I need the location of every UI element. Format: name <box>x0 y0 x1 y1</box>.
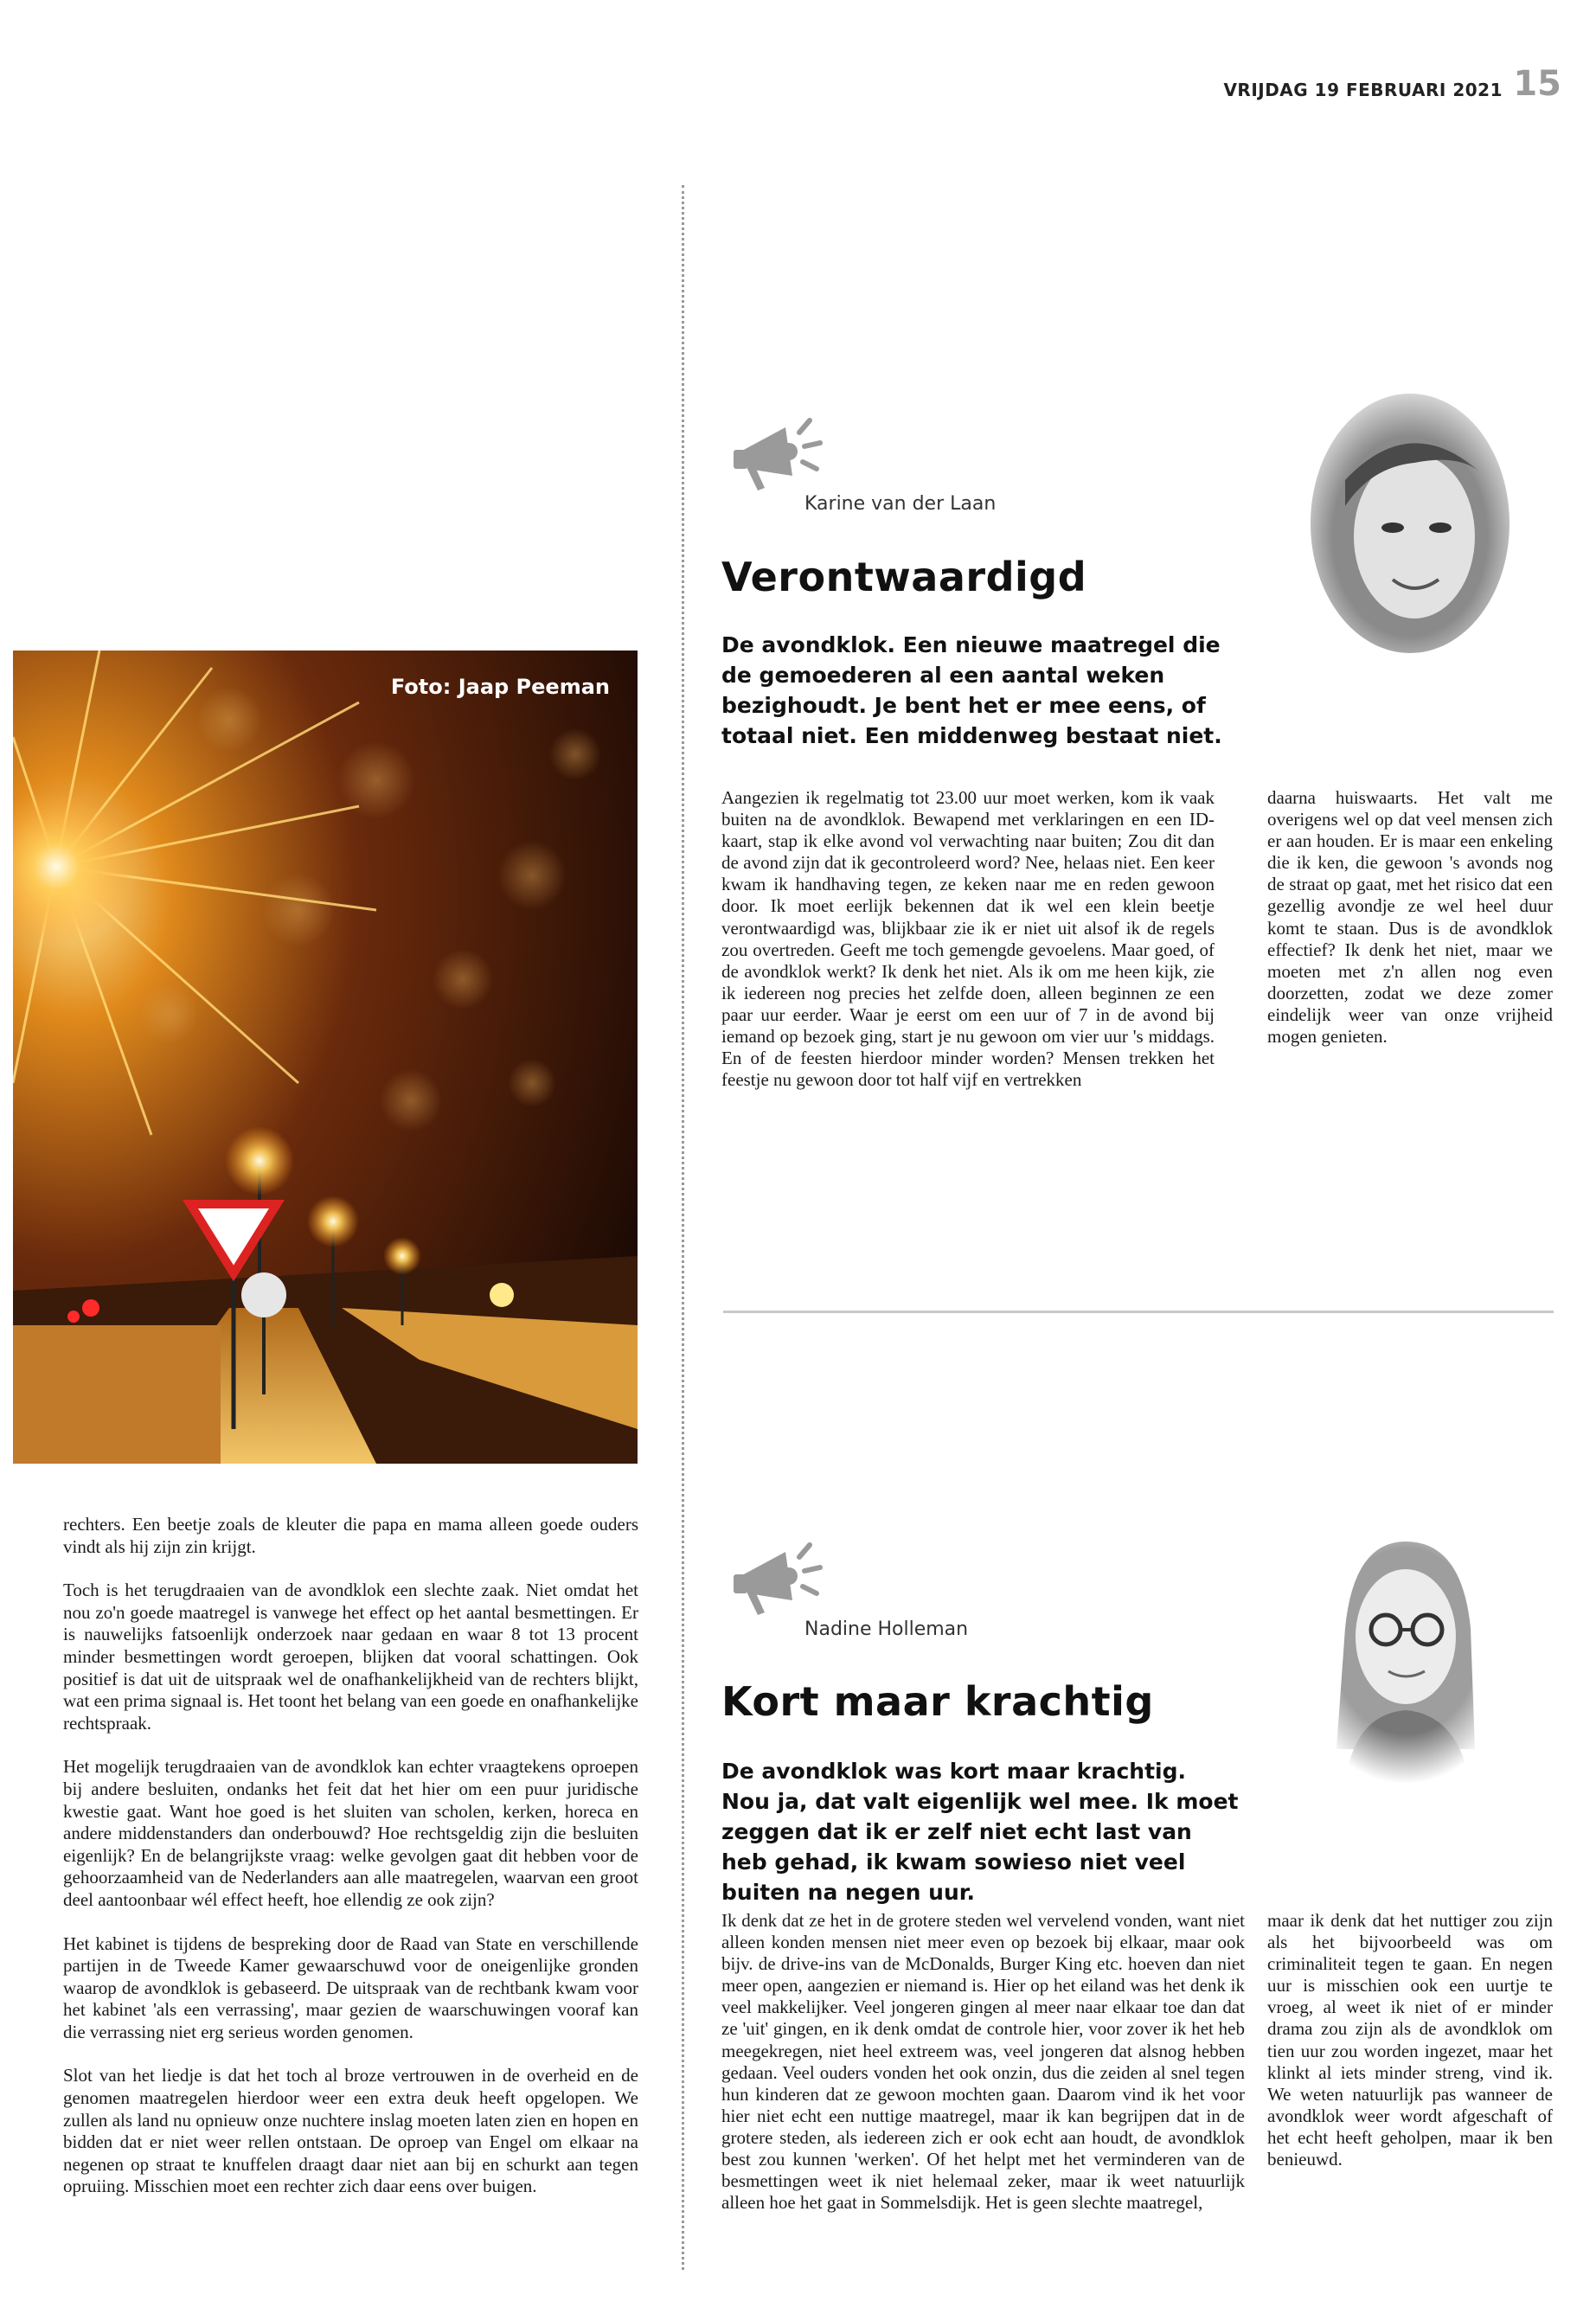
left-paragraph: Het mogelijk terugdraaien van de avondklok kan echter vraagtekens oproepen bij andere besluiten, ondanks het feit dat het hier om een puur juridische kwestie gaat. Want hoe goed is het sluiten van scholen, kerken, horeca en andere middenstanders dan onderbouwd? Hoe rechtsgeldig zijn die besluiten eigenlijk? En de belangrijkste vraag: welke gevolgen gaat dit hebben voor de gehoorzaamheid van de Nederlanders aan alle maatregelen, waarvan een groot deel aantoonbaar wél effect heeft, hoe ellendig ze ook zijn? <box>63 1756 638 1910</box>
article-body-column: Ik denk dat ze het in de grotere steden wel vervelend vonden, want niet alleen konden mensen niet meer even op bezoek bij elkaar, maar ook bijv. de drive-ins van de McDonalds, Burger King etc. hoeven dan niet meer open, aangezien er niemand is. Hier op het eiland was het denk ik veel makkelijker. Veel jongeren gingen al meer naar elkaar toe dan dat ze 'uit' gingen, en ik denk omdat de controle hier, voor zover ik het heb meegekregen, niet heel extreem was, veel jongeren dat alsnog hebben gedaan. Veel ouders vonden het ook onzin, dus die zeiden al snel tegen hun kinderen dat ze gewoon mochten gaan. Daarom vind ik het voor hier niet echt een nuttige maatregel, maar ik kan begrijpen dat in de grotere steden, als iedereen zich er ook echt aan houdt, de avondklok best zou kunnen 'werken'. Of het helpt met het verminderen van de besmettingen weet ik niet helemaal zeker, maar ik weet natuurlijk alleen hoe het gaat in Sommelsdijk. Het is geen slechte maatregel, <box>721 1910 1245 2214</box>
issue-date: VRIJDAG 19 FEBRUARI 2021 <box>1223 80 1503 100</box>
article-lead: De avondklok was kort maar krachtig. Nou ja, dat valt eigenlijk wel mee. Ik moet zeggen dat ik er zelf niet echt last van heb gehad, ik kwam sowieso niet veel buiten na negen uur. <box>721 1759 1239 1905</box>
left-paragraph: Slot van het liedje is dat het toch al broze vertrouwen in de overheid en de genomen maatregelen hierdoor weer een extra deuk heeft opgelopen. We zullen als land nu opnieuw onze nuchtere inslag moeten laten zien en hopen en bidden dat er niet weer rellen ontstaan. De oproep van Engel om elkaar na negenen op straat te knuffelen draagt daar niet aan bij en schurkt aan tegen opruiing. Misschien moet een rechter zich daar eens over buigen. <box>63 2065 638 2197</box>
left-paragraph: Het kabinet is tijdens de bespreking door de Raad van State en verschillende partijen in de Tweede Kamer gewaarschuwd voor de oneigenlijke gronden waarop de avondklok is gebaseerd. De uitspraak van de rechtbank kwam voor het kabinet 'als een verrassing', maar gezien de waarschuwingen vooraf kan die verrassing niet erg serieus worden genomen. <box>63 1932 638 2042</box>
article-headline: Verontwaardigd <box>721 554 1087 600</box>
article-body-column: daarna huiswaarts. Het valt me overigens wel op dat veel mensen zich er aan houden. Er is maar een enkeling die ik ken, die gewoon 's avonds nog de straat op gaat, met het risico dat een gezellig avondje ze wel heel duur komt te staan. Dus is de avondklok effectief? Ik denk het niet, maar we moeten met z'n allen nog even doorzetten, zodat we deze zomer eindelijk weer van onze vrijheid mogen genieten. <box>1267 787 1553 1048</box>
megaphone-icon <box>723 1533 827 1619</box>
author-portrait <box>1302 1524 1509 1784</box>
page-number: 15 <box>1513 64 1561 104</box>
article-body-column: maar ik denk dat het nuttiger zou zijn als het bijvoorbeeld was om criminaliteit tegen te gaan. En negen uur is misschien ook een uurtje te vroeg, al weet ik niet of er minder drama zou zijn als de avondklok om tien uur zou worden ingezet, maar het klinkt al iets minder streng, vind ik. We weten natuurlijk pas wanneer de avondklok weer wordt afgeschaft of het echt heeft geholpen, maar ik ben benieuwd. <box>1267 1910 1553 2170</box>
left-paragraph: Toch is het terugdraaien van de avondklok een slechte zaak. Niet omdat het nou zo'n goede maatregel is vanwege het effect op het aantal besmettingen. Er is nauwelijks fatsoenlijk onderzoek naar gedaan en waar 8 tot 13 procent minder besmettingen wordt geroepen, blijken dat vooral schattingen. Ook positief is dat uit de uitspraak wel de onafhankelijkheid van de rechters blijkt, wat een prima signaal is. Het toont het belang van een goede en onafhankelijke rechtspraak. <box>63 1580 638 1734</box>
megaphone-icon <box>723 408 827 495</box>
left-paragraph: rechters. Een beetje zoals de kleuter die papa en mama alleen goede ouders vindt als hij zijn zin krijgt. <box>63 1514 638 1557</box>
article-author: Karine van der Laan <box>804 493 997 515</box>
column-divider <box>682 185 684 2270</box>
night-road-photo <box>13 651 638 1464</box>
photo-credit: Foto: Jaap Peeman <box>390 675 610 699</box>
photo-graphic <box>13 651 638 1464</box>
article-lead: De avondklok. Een nieuwe maatregel die de gemoederen al een aantal weken bezighoudt. Je bent het er mee eens, of totaal niet. Een middenweg bestaat niet. <box>721 632 1222 748</box>
author-portrait <box>1293 385 1527 688</box>
article-headline: Kort maar krachtig <box>721 1678 1154 1725</box>
article-author: Nadine Holleman <box>804 1618 969 1640</box>
left-column-text <box>63 1514 638 2220</box>
article-body-column: Aangezien ik regelmatig tot 23.00 uur moet werken, kom ik vaak buiten na de avondklok. Bewapend met verklaringen en een ID-kaart, stap ik elke avond vol verwachting naar buiten; Zou dit dan de avond zijn dat ik gecontroleerd word? Nee, helaas niet. Een keer kwam ik handhaving tegen, ze keken naar me en reden gewoon door. Ik moet eerlijk bekennen dat ik wel een klein beetje verontwaardigd was, blijkbaar zie ik er niet uit alsof ik de regels zou overtreden. Geeft me toch gemengde gevoelens. Maar goed, of de avondklok werkt? Ik denk het niet. Als ik om me heen kijk, zie ik iedereen nog precies het zelfde doen, alleen beginnen ze een paar uur eerder. Waar je eerst om een uur of 7 in de avond bij iemand op bezoek ging, start je nu gewoon om vier uur 's middags. En of de feesten hierdoor minder worden? Mensen trekken het feestje nu gewoon door tot half vijf en vertrekken <box>721 787 1215 1091</box>
article-separator <box>723 1311 1554 1313</box>
